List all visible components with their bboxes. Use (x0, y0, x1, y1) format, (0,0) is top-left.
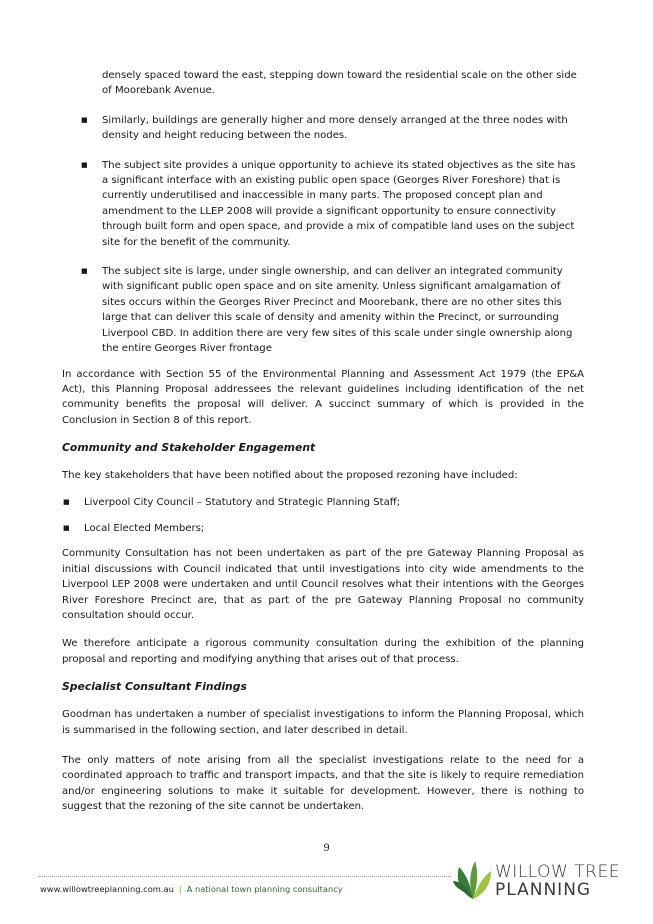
list-item: ■ Local Elected Members; (62, 521, 584, 536)
logo-line1: WILLOW TREE (495, 862, 620, 882)
consultation-paragraph: Community Consultation has not been undertaken as part of the pre Gateway Planning Proposal as initial discussions with Council indicated that until investigations into city wide amendments to the Liverpool LEP 2008 were undertaken and until Council resolves what their intentions with the Georges River Foreshore Precinct are, that as part of the pre Gateway Planning Proposal no community consultation should occur. (62, 548, 584, 621)
willow-leaf-icon (453, 859, 493, 901)
footer-tagline: A national town planning consultancy (186, 884, 343, 894)
list-item: ■ Liverpool City Council – Statutory and Strategic Planning Staff; (62, 495, 584, 510)
goodman-paragraph: Goodman has undertaken a number of specialist investigations to inform the Planning Proposal, which is summarised in the following section, and later described in detail. (62, 709, 584, 736)
list-item: ■ The subject site provides a unique opportunity to achieve its stated objectives as the site has a significant interface with an existing public open space (Georges River Foreshore) that is currently underutilised and inaccessible in many parts. The proposed concept plan and amendment to the LLEP 2008 will provide a significant opportunity to ensure connectivity through built form and open space, and provide a mix of compatible land uses on the subject site for the benefit of the community. (81, 159, 576, 248)
anticipate-paragraph: We therefore anticipate a rigorous community consultation during the exhibition of the planning proposal and reporting and modifying anything that arises out of that process. (62, 638, 584, 665)
stakeholder-list (62, 495, 584, 537)
specialist-heading: Specialist Consultant Findings (62, 680, 247, 694)
intro-continuation: densely spaced toward the east, stepping down toward the residential scale on the other side of Moorebank Avenue. (102, 70, 577, 97)
bullet-icon: ■ (81, 160, 88, 169)
matters-paragraph: The only matters of note arising from all the specialist investigations relate to the need for a coordinated approach to traffic and transport impacts, and that the site is likely to require remediation and/or engineering solutions to make it suitable for development. However, there is nothing to suggest that the rezoning of the site cannot be undertaken. (62, 755, 584, 813)
objectives-list (62, 113, 584, 357)
stakeholders-paragraph: The key stakeholders that have been notified about the proposed rezoning have included: (62, 470, 518, 482)
page-number: 9 (323, 843, 330, 854)
body-text (62, 68, 584, 815)
bullet-icon: ■ (63, 523, 70, 532)
bullet-icon: ■ (63, 497, 70, 506)
bullet-icon: ■ (81, 115, 88, 124)
footer-separator: | (178, 884, 182, 894)
list-item: ■ Similarly, buildings are generally higher and more densely arranged at the three nodes with density and height reducing between the nodes. (81, 114, 568, 142)
willow-tree-logo (453, 859, 633, 901)
footer (40, 884, 343, 894)
section55-paragraph: In accordance with Section 55 of the Environmental Planning and Assessment Act 1979 (the EP&A Act), this Planning Proposal addressees the relevant guidelines including identification of the net community benefits the proposal will deliver. A succinct summary of which is provided in the Conclusion in Section 8 of this report. (62, 368, 584, 426)
list-item: ■ The subject site is large, under single ownership, and can deliver an integrated community with significant public open space and on site amenity. Unless significant amalgamation of sites occurs within the Georges River Precinct and Moorebank, there are no other sites this large that can deliver this scale of density and amenity within the Precinct, or surrounding Liverpool CBD. In addition there are very few sites of this scale under single ownership along the entire Georges River frontage (81, 266, 573, 355)
logo-line2: PLANNING (495, 880, 592, 900)
community-heading: Community and Stakeholder Engagement (62, 441, 316, 455)
bullet-icon: ■ (81, 267, 88, 276)
footer-website[interactable]: www.willowtreeplanning.com.au (40, 884, 174, 894)
footer-divider (39, 876, 451, 877)
